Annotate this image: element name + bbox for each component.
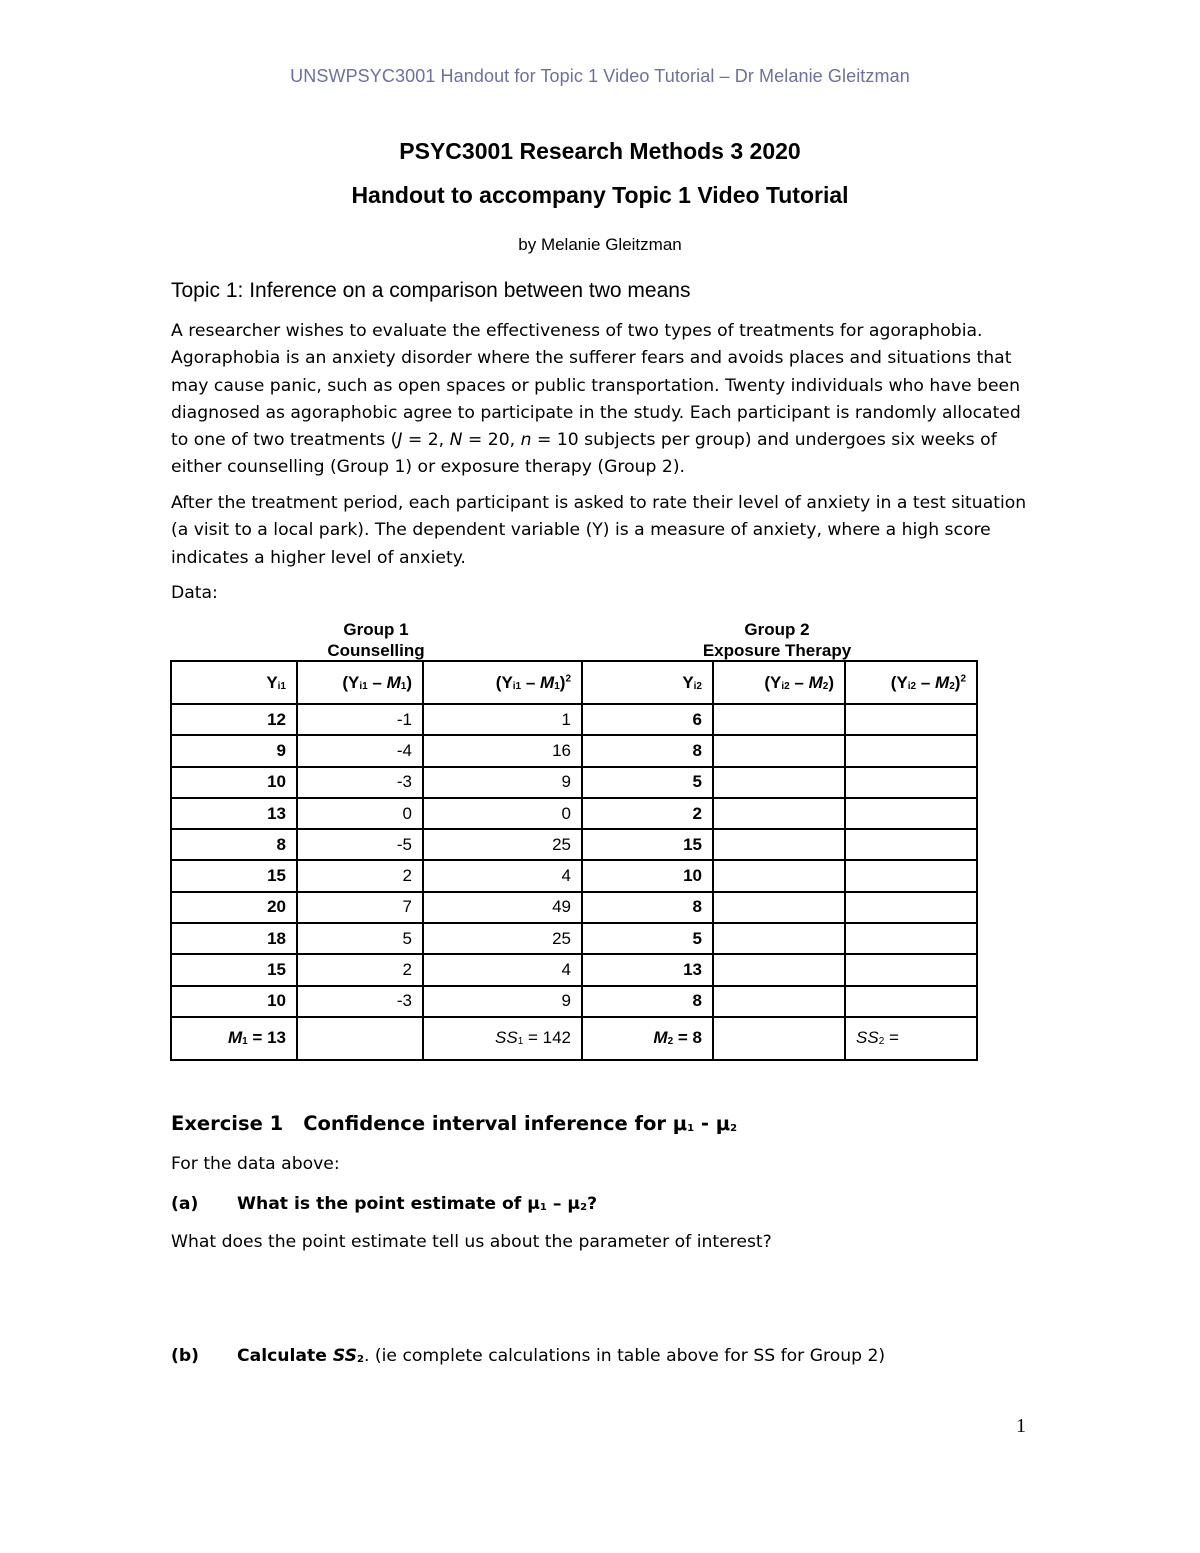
sq2-cell	[845, 986, 977, 1017]
summary-empty-cell	[713, 1017, 845, 1060]
group2-name: Group 2	[744, 620, 810, 639]
col-sq2-header: $(Y_{i2} - M_2)^2$	[845, 661, 977, 704]
dev1-cell: -3	[297, 767, 423, 798]
dev1-cell: 2	[297, 954, 423, 985]
table-row	[171, 860, 977, 891]
sq2-cell	[845, 892, 977, 923]
dev1-cell: -4	[297, 735, 423, 766]
dev2-cell	[713, 860, 845, 891]
table-row	[171, 986, 977, 1017]
col-y2-header: $Y_{i2}$	[582, 661, 713, 704]
dev1-cell: -5	[297, 829, 423, 860]
table-row	[171, 892, 977, 923]
dev2-cell	[713, 892, 845, 923]
table-row	[171, 704, 977, 735]
m1-cell: $M_1 = 13$	[171, 1017, 297, 1060]
table-row	[171, 829, 977, 860]
y2-cell: 15	[582, 829, 713, 860]
running-header: UNSWPSYC3001 Handout for Topic 1 Video Tutorial – Dr Melanie Gleitzman	[290, 66, 910, 86]
dev2-cell	[713, 986, 845, 1017]
question-b: (b) Calculate $SS_2$. (ie complete calculations in table above for SS for Group 2)	[171, 1346, 886, 1366]
y2-cell: 6	[582, 704, 713, 735]
document-subtitle: Handout to accompany Topic 1 Video Tutorial	[351, 182, 849, 208]
y2-cell: 8	[582, 986, 713, 1017]
page-number: 1	[1016, 1415, 1026, 1437]
table-body	[171, 704, 977, 1017]
y2-cell: 8	[582, 735, 713, 766]
dev2-cell	[713, 798, 845, 829]
data-label: Data:	[171, 583, 218, 603]
ss2-cell: $SS_2$ =	[845, 1017, 977, 1060]
table-header-row	[171, 661, 977, 704]
group1-heading	[296, 619, 456, 661]
sq2-cell	[845, 767, 977, 798]
sq1-cell: 25	[423, 923, 582, 954]
sq1-cell: 25	[423, 829, 582, 860]
col-sq1-header: $(Y_{i1} - M_1)^2$	[423, 661, 582, 704]
col-dev1-header: $(Y_{i1} - M_1)$	[297, 661, 423, 704]
method-paragraph: After the treatment period, each participant is asked to rate their level of anxiety in a test situation (a visit to a local park). The dependent variable (Y) is a measure of anxiety, where a high score indicates a higher level of anxiety.	[171, 493, 1027, 568]
y2-cell: 5	[582, 923, 713, 954]
dev2-cell	[713, 704, 845, 735]
y1-cell: 8	[171, 829, 297, 860]
dev2-cell	[713, 954, 845, 985]
table-row	[171, 735, 977, 766]
ss1-cell: $SS_1 = 142$	[423, 1017, 582, 1060]
sq2-cell	[845, 954, 977, 985]
y1-cell: 15	[171, 860, 297, 891]
dev1-cell: 2	[297, 860, 423, 891]
dev1-cell: -1	[297, 704, 423, 735]
group1-name: Group 1	[343, 620, 409, 639]
table-row	[171, 923, 977, 954]
dev1-cell: 5	[297, 923, 423, 954]
y1-cell: 20	[171, 892, 297, 923]
table-row	[171, 767, 977, 798]
intro-paragraph: A researcher wishes to evaluate the effectiveness of two types of treatments for agoraphobia. Agoraphobia is an anxiety disorder where the sufferer fears and avoids places and situations that may cause panic, such as open spaces or public transportation. Twenty individuals who have been diagnosed as agoraphobic agree to participate in the study. Each participant is randomly allocated to one of two treatments (J = 2, N = 20, n = 10 subjects per group) and undergoes six weeks of either counselling (Group 1) or exposure therapy (Group 2).	[171, 321, 1021, 478]
summary-row	[171, 1017, 977, 1060]
topic-heading: Topic 1: Inference on a comparison between two means	[171, 279, 691, 302]
sq1-cell: 9	[423, 767, 582, 798]
y2-cell: 8	[582, 892, 713, 923]
summary-empty-cell	[297, 1017, 423, 1060]
sq1-cell: 49	[423, 892, 582, 923]
group2-type: Exposure Therapy	[702, 641, 852, 660]
sq2-cell	[845, 860, 977, 891]
data-table	[170, 660, 978, 1061]
dev1-cell: 0	[297, 798, 423, 829]
sq1-cell: 9	[423, 986, 582, 1017]
sq1-cell: 4	[423, 954, 582, 985]
exercise-lead: For the data above:	[171, 1154, 340, 1174]
dev2-cell	[713, 923, 845, 954]
document-title: PSYC3001 Research Methods 3 2020	[399, 138, 801, 164]
sq1-cell: 0	[423, 798, 582, 829]
y2-cell: 5	[582, 767, 713, 798]
sq2-cell	[845, 735, 977, 766]
sq2-cell	[845, 704, 977, 735]
dev2-cell	[713, 735, 845, 766]
y1-cell: 10	[171, 986, 297, 1017]
m2-cell: $M_2 = 8$	[582, 1017, 713, 1060]
group2-heading	[697, 619, 857, 661]
byline: by Melanie Gleitzman	[518, 235, 682, 254]
question-a: (a) What is the point estimate of $\mu_1 - \mu_2$?	[171, 1194, 598, 1214]
sq1-cell: 1	[423, 704, 582, 735]
y1-cell: 9	[171, 735, 297, 766]
table-row	[171, 798, 977, 829]
sq2-cell	[845, 829, 977, 860]
y1-cell: 15	[171, 954, 297, 985]
group1-type: Counselling	[327, 641, 425, 660]
y1-cell: 12	[171, 704, 297, 735]
sq1-cell: 4	[423, 860, 582, 891]
dev2-cell	[713, 767, 845, 798]
exercise-heading: Exercise 1 Confidence interval inference for $\mu_1 - \mu_2$	[171, 1112, 738, 1135]
sq1-cell: 16	[423, 735, 582, 766]
col-y1-header: $Y_{i1}$	[171, 661, 297, 704]
col-dev2-header: $(Y_{i2} - M_2)$	[713, 661, 845, 704]
sq2-cell	[845, 923, 977, 954]
y1-cell: 18	[171, 923, 297, 954]
y2-cell: 10	[582, 860, 713, 891]
question-a-followup: What does the point estimate tell us about the parameter of interest?	[171, 1232, 772, 1252]
dev1-cell: 7	[297, 892, 423, 923]
sq2-cell	[845, 798, 977, 829]
dev2-cell	[713, 829, 845, 860]
y1-cell: 13	[171, 798, 297, 829]
dev1-cell: -3	[297, 986, 423, 1017]
table-row	[171, 954, 977, 985]
y2-cell: 2	[582, 798, 713, 829]
y1-cell: 10	[171, 767, 297, 798]
y2-cell: 13	[582, 954, 713, 985]
